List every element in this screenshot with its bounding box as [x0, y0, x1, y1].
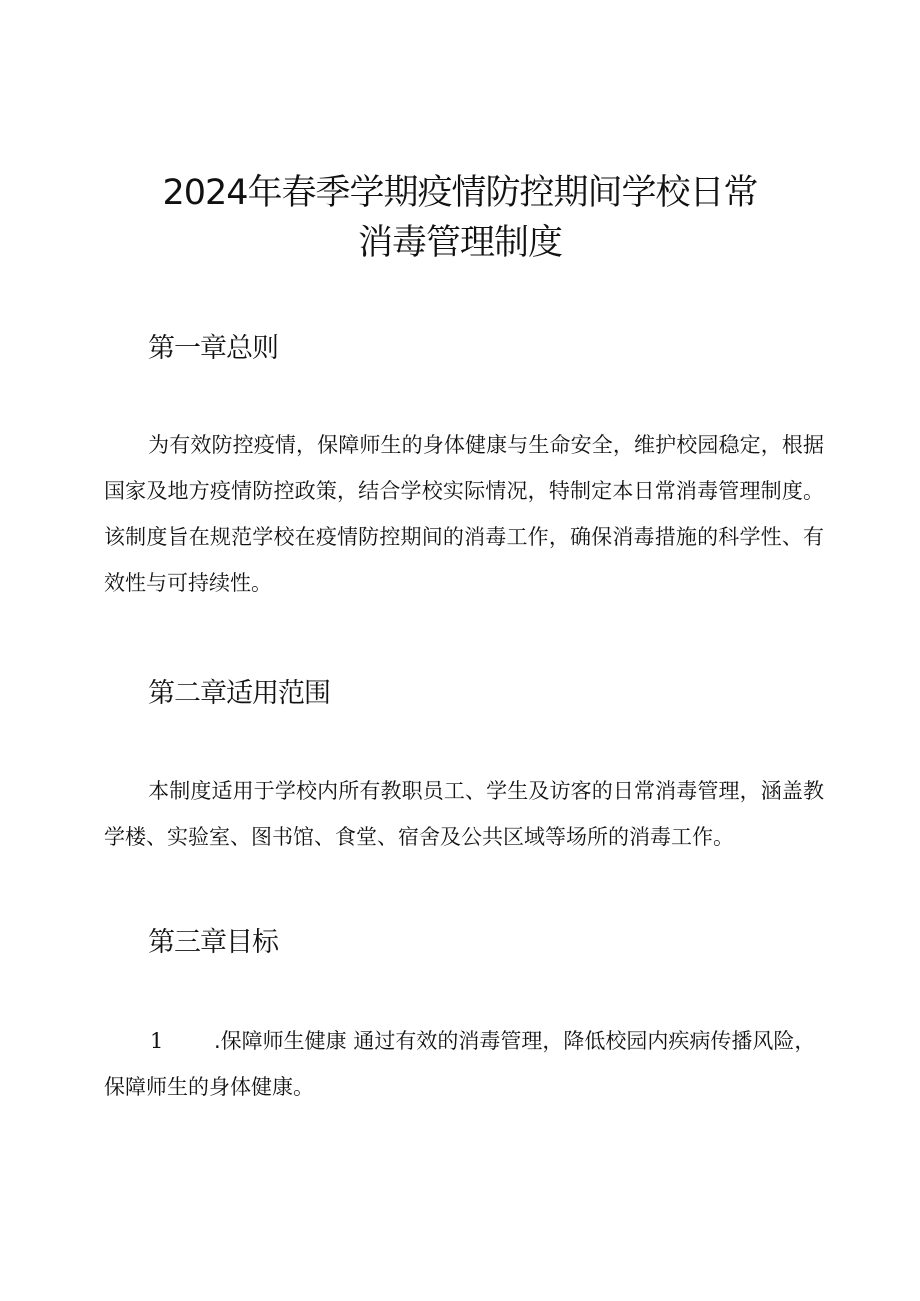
list-item-text: 通过有效的消毒管理，降低校园内疾病传播风险，保障师生的身体健康。 — [104, 1029, 816, 1099]
chapter-2-heading: 第二章适用范围 — [148, 678, 330, 709]
chapter-2-paragraph — [104, 768, 824, 860]
chapter-3-heading: 第三章目标 — [148, 927, 278, 958]
chapter-1-paragraph-text: 为有效防控疫情，保障师生的身体健康与生命安全，维护校园稳定，根据国家及地方疫情防控政策，结合学校实际情况，特制定本日常消毒管理制度。该制度旨在规范学校在疫情防控期间的消毒工作，确保消毒措施的科学性、有效性与可持续性。 — [104, 433, 824, 595]
chapter-2-paragraph-text: 本制度适用于学校内所有教职员工、学生及访客的日常消毒管理，涵盖教学楼、实验室、图书馆、食堂、宿舍及公共区域等场所的消毒工作。 — [104, 779, 824, 849]
list-item-head: .保障师生健康 — [214, 1029, 347, 1053]
chapter-1-heading: 第一章总则 — [148, 333, 278, 364]
document-title-line-1: 2024年春季学期疫情防控期间学校日常 — [162, 173, 758, 213]
list-item — [104, 1018, 824, 1110]
chapter-1-paragraph — [104, 422, 824, 606]
list-item-number: 1 — [150, 1029, 164, 1053]
document-title-line-2: 消毒管理制度 — [357, 223, 562, 263]
